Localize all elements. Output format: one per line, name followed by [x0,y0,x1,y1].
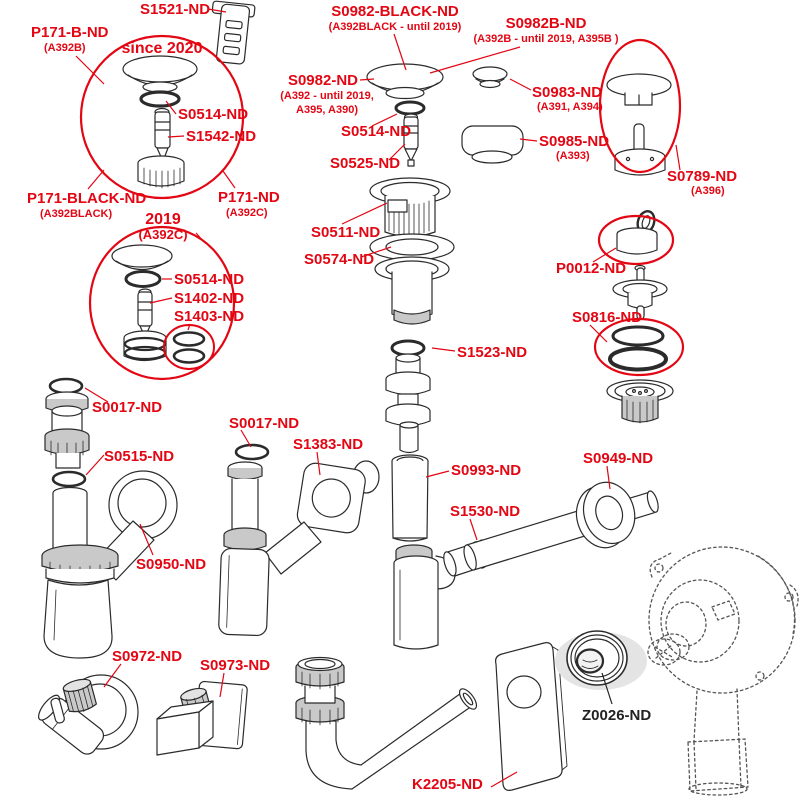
leader-s0982b [430,47,520,73]
strainer-drawing [607,380,673,423]
label-s0574: S0574-ND [304,251,375,268]
cap-s0983-drawing [473,67,507,88]
ring-s0514c-drawing [396,102,424,114]
label-s0982-sub1: (A392 - until 2019, [280,90,374,102]
label-s0514-b: S0514-ND [174,271,245,288]
label-s0982b-sub: (A392B - until 2019, A395B ) [473,33,619,45]
label-s1403: S1403-ND [174,308,245,325]
siphon-dashed-outline [648,547,798,795]
label-s0017-b: S0017-ND [229,415,300,432]
label-s0514-c: S0514-ND [341,123,412,140]
valve-s0973-drawing [157,681,248,755]
pipe-s0949-drawing [456,469,666,589]
label-p171b-sub: (A392B) [44,42,86,54]
label-s0983-sub: (A391, A394) [537,101,603,113]
label-s0982black-sub: (A392BLACK - until 2019) [328,21,462,33]
label-s0511: S0511-ND [311,224,381,241]
leader-s1530 [470,519,477,540]
label-z0026: Z0026-ND [582,707,652,724]
leader-s0816 [590,325,607,342]
label-s0993: S0993-ND [451,462,522,479]
label-p171black-sub: (A392BLACK) [40,208,113,220]
label-s0525: S0525-ND [330,155,401,172]
leader-s0515 [86,455,104,475]
tube-s0993-drawing [392,455,428,541]
label-2019: 2019 [145,211,181,228]
label-s1402: S1402-ND [174,290,245,307]
label-s0982black: S0982-BLACK-ND [331,3,459,20]
label-s0789: S0789-ND [667,168,738,185]
adapter-drawing [386,354,430,453]
valve-s0972-drawing [35,675,138,758]
leader-s1523 [432,348,455,351]
label-s0972: S0972-ND [112,648,183,665]
rings-s0816-drawing [610,327,666,370]
leader-p171 [223,171,235,188]
plunger-s0525-drawing [404,114,418,166]
drain-s0511-drawing [370,178,450,237]
label-s0985-sub: (A393) [556,150,590,162]
cap-s0985-drawing [462,126,523,163]
leader-s0789 [676,145,680,170]
label-s0985: S0985-ND [539,133,610,150]
label-2019-sub: (A392C) [138,227,188,242]
label-s0515: S0515-ND [104,448,175,465]
label-p171: P171-ND [218,189,280,206]
label-k2205: K2205-ND [412,776,483,793]
siphon-square-drawing [218,445,379,636]
elbow-pipe-drawing [296,658,480,790]
tube-left-drawing [45,379,89,551]
label-p171b: P171-B-ND [31,24,109,41]
label-s0982-sub2: A395, A390) [296,104,358,116]
label-p171-sub: (A392C) [226,207,268,219]
label-s0816: S0816-ND [572,309,643,326]
leader-s0993 [426,471,449,477]
bushing-z0026-drawing [555,631,647,690]
label-p171black: P171-BLACK-ND [27,190,147,207]
leader-s0511 [342,203,387,224]
label-since-2020: since 2020 [121,40,203,57]
label-s1523: S1523-ND [457,344,528,361]
label-s1383: S1383-ND [293,436,364,453]
drain-lower-drawing [375,257,449,324]
label-s0982b: S0982B-ND [505,15,587,32]
washer-s0574-drawing [370,234,454,260]
gasket-s1523-drawing [392,341,424,355]
label-s0017-a: S0017-ND [92,399,163,416]
label-s0514-a: S0514-ND [178,106,249,123]
label-s1521: S1521-ND [140,1,211,18]
label-s0983: S0983-ND [532,84,603,101]
label-s0982: S0982-ND [287,72,358,89]
leader-p171black [88,170,104,189]
label-s1530: S1530-ND [450,503,521,520]
label-s0950: S0950-ND [136,556,207,573]
leader-s0983 [510,79,531,90]
label-s0949: S0949-ND [583,450,654,467]
leader-s1402 [150,298,172,303]
label-s0789-sub: (A396) [691,185,725,197]
label-p0012: P0012-ND [556,260,627,277]
label-s1542: S1542-ND [186,128,257,145]
cap-s0982-drawing [367,64,443,99]
label-s0973: S0973-ND [200,657,271,674]
